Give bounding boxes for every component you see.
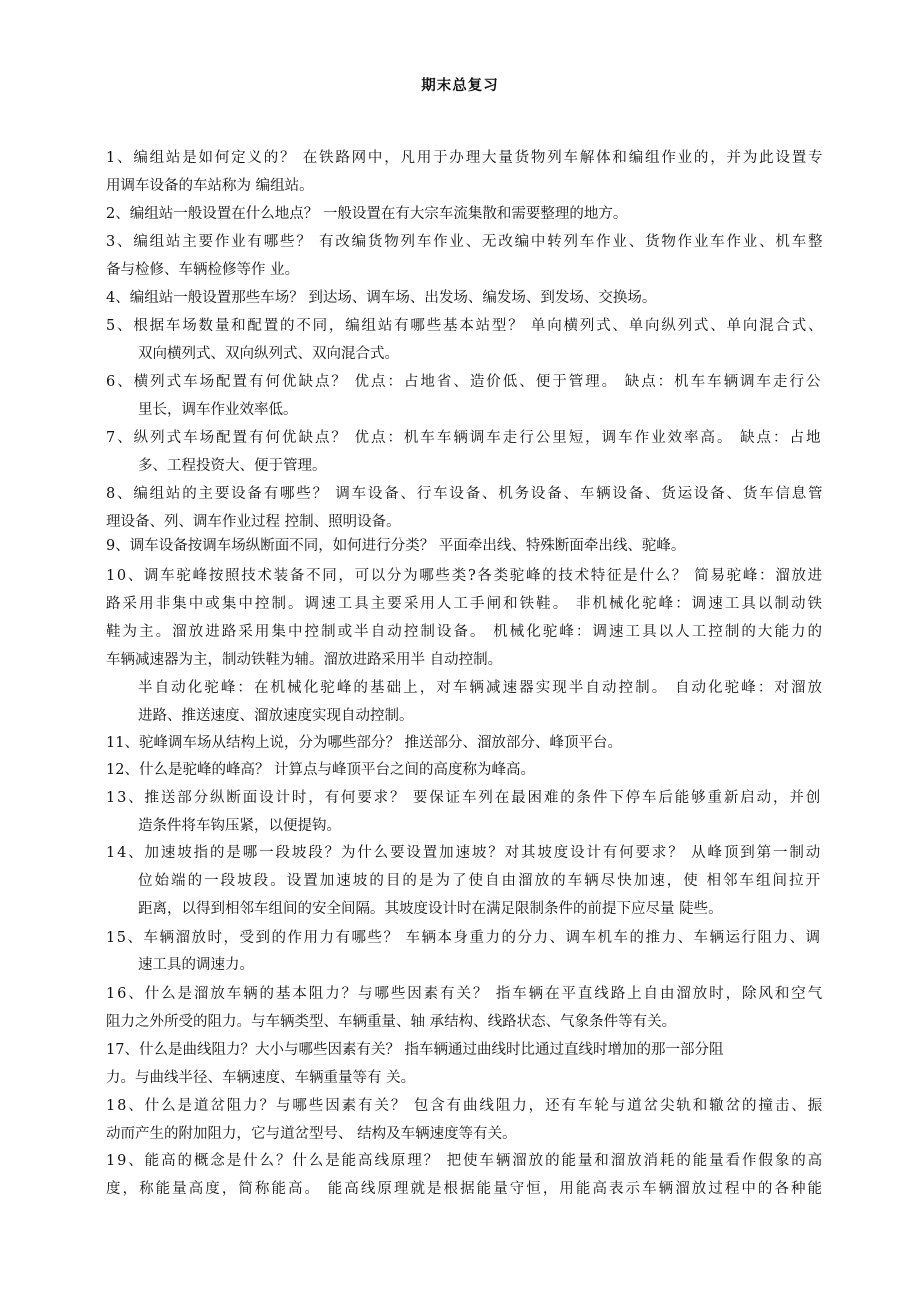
text-line: 备与检修、车辆检修等作 业。 xyxy=(106,262,300,278)
text-line: 阻力之外所受的阻力。与车辆类型、车辆重量、轴 承结构、线路状态、气象条件等有关。 xyxy=(106,1014,677,1030)
text-line: 15、车辆溜放时，受到的作用力有哪些？ 车辆本身重力的分力、调车机车的推力、车辆运行阻力、调 xyxy=(106,930,822,946)
text-line: 多、工程投资大、便于管理。 xyxy=(138,458,327,474)
text-line: 用调车设备的车站称为 编组站。 xyxy=(106,178,314,194)
text-line: 鞋为主。溜放进路采用集中控制或半自动控制设备。 机械化驼峰：调速工具以人工控制的大能力的 xyxy=(106,624,825,640)
text-line: 5、根据车场数量和配置的不同，编组站有哪些基本站型？ 单向横列式、单向纵列式、单向混合式、 xyxy=(106,318,825,334)
text-line: 17、什么是曲线阻力？大小与哪些因素有关？ 指车辆通过曲线时比通过直线时增加的那一部分阻 xyxy=(106,1042,724,1058)
text-line: 理设备、列、调车作业过程 控制、照明设备。 xyxy=(106,514,401,530)
text-line: 8、编组站的主要设备有哪些？ 调车设备、行车设备、机务设备、车辆设备、货运设备、货车信息管 xyxy=(106,486,825,502)
text-line: 距离，以得到相邻车组间的安全间隔。其坡度设计时在满足限制条件的前提下应尽量 陡些。 xyxy=(138,901,723,917)
text-line: 11、驼峰调车场从结构上说，分为哪些部分？ 推送部分、溜放部分、峰顶平台。 xyxy=(106,735,623,751)
text-line: 度，称能量高度，简称能高。 能高线原理就是根据能量守恒，用能高表示车辆溜放过程中的各种能 xyxy=(106,1181,825,1197)
text-line: 14、加速坡指的是哪一段坡段？为什么要设置加速坡？对其坡度设计有何要求？ 从峰顶到第一制动 xyxy=(106,845,823,861)
text-line: 18、什么是道岔阻力？与哪些因素有关？ 包含有曲线阻力，还有车轮与道岔尖轨和辙岔的撞击、振 xyxy=(106,1098,825,1114)
text-line: 2、编组站一般设置在什么地点？ 一般设置在有大宗车流集散和需要整理的地方。 xyxy=(106,206,628,222)
text-line: 19、能高的概念是什么？什么是能高线原理？ 把使车辆溜放的能量和溜放消耗的能量看作假象的高 xyxy=(106,1153,825,1169)
text-line: 速工具的调速力。 xyxy=(138,957,254,973)
text-line: 9、调车设备按调车场纵断面不同，如何进行分类？ 平面牵出线、特殊断面牵出线、驼峰。 xyxy=(106,538,686,554)
text-line: 力。与曲线半径、车辆速度、车辆重量等有 关。 xyxy=(106,1070,416,1086)
text-line: 4、编组站一般设置那些车场？ 到达场、调车场、出发场、编发场、到发场、交换场。 xyxy=(106,290,657,306)
text-line: 车辆减速器为主，制动铁鞋为辅。溜放进路采用半 自动控制。 xyxy=(106,652,503,668)
text-line: 动而产生的附加阻力，它与道岔型号、 结构及车辆速度等有关。 xyxy=(106,1126,517,1142)
text-line: 3、编组站主要作业有哪些？ 有改编货物列车作业、无改编中转列车作业、货物作业车作业、机车整 xyxy=(106,234,825,250)
text-line: 造条件将车钩压紧，以便提钩。 xyxy=(138,818,341,834)
text-line: 10、调车驼峰按照技术装备不同，可以分为哪些类?各类驼峰的技术特征是什么？ 简易驼峰：溜放进 xyxy=(106,568,824,584)
text-line: 半自动化驼峰：在机械化驼峰的基础上，对车辆减速器实现半自动控制。 自动化驼峰：对溜放 xyxy=(138,680,825,696)
page-title: 期末总复习 xyxy=(421,78,499,94)
text-line: 双向横列式、双向纵列式、双向混合式。 xyxy=(138,346,399,362)
text-line: 里长，调车作业效率低。 xyxy=(138,402,298,418)
text-line: 7、纵列式车场配置有何优缺点？ 优点：机车车辆调车走行公里短，调车作业效率高。 缺点：占地 xyxy=(106,430,823,446)
text-line: 1、编组站是如何定义的？ 在铁路网中，凡用于办理大量货物列车解体和编组作业的，并为此设置专 xyxy=(106,150,825,166)
text-line: 12、什么是驼峰的峰高？ 计算点与峰顶平台之间的高度称为峰高。 xyxy=(106,762,536,778)
text-line: 16、什么是溜放车辆的基本阻力？与哪些因素有关？ 指车辆在平直线路上自由溜放时，除风和空气 xyxy=(106,986,825,1002)
text-line: 进路、推送速度、溜放速度实现自动控制。 xyxy=(138,708,414,724)
text-line: 6、横列式车场配置有何优缺点？ 优点：占地省、造价低、便于管理。 缺点：机车车辆调车走行公 xyxy=(106,374,823,390)
text-line: 位始端的一段坡段。设置加速坡的目的是为了使自由溜放的车辆尽快加速，使 相邻车组间拉开 xyxy=(138,873,823,889)
text-line: 13、推送部分纵断面设计时，有何要求？ 要保证车列在最困难的条件下停车后能够重新启动，并创 xyxy=(106,790,823,806)
text-line: 路采用非集中或集中控制。调速工具主要采用人工手闸和铁鞋。 非机械化驼峰：调速工具以制动铁 xyxy=(106,596,825,612)
